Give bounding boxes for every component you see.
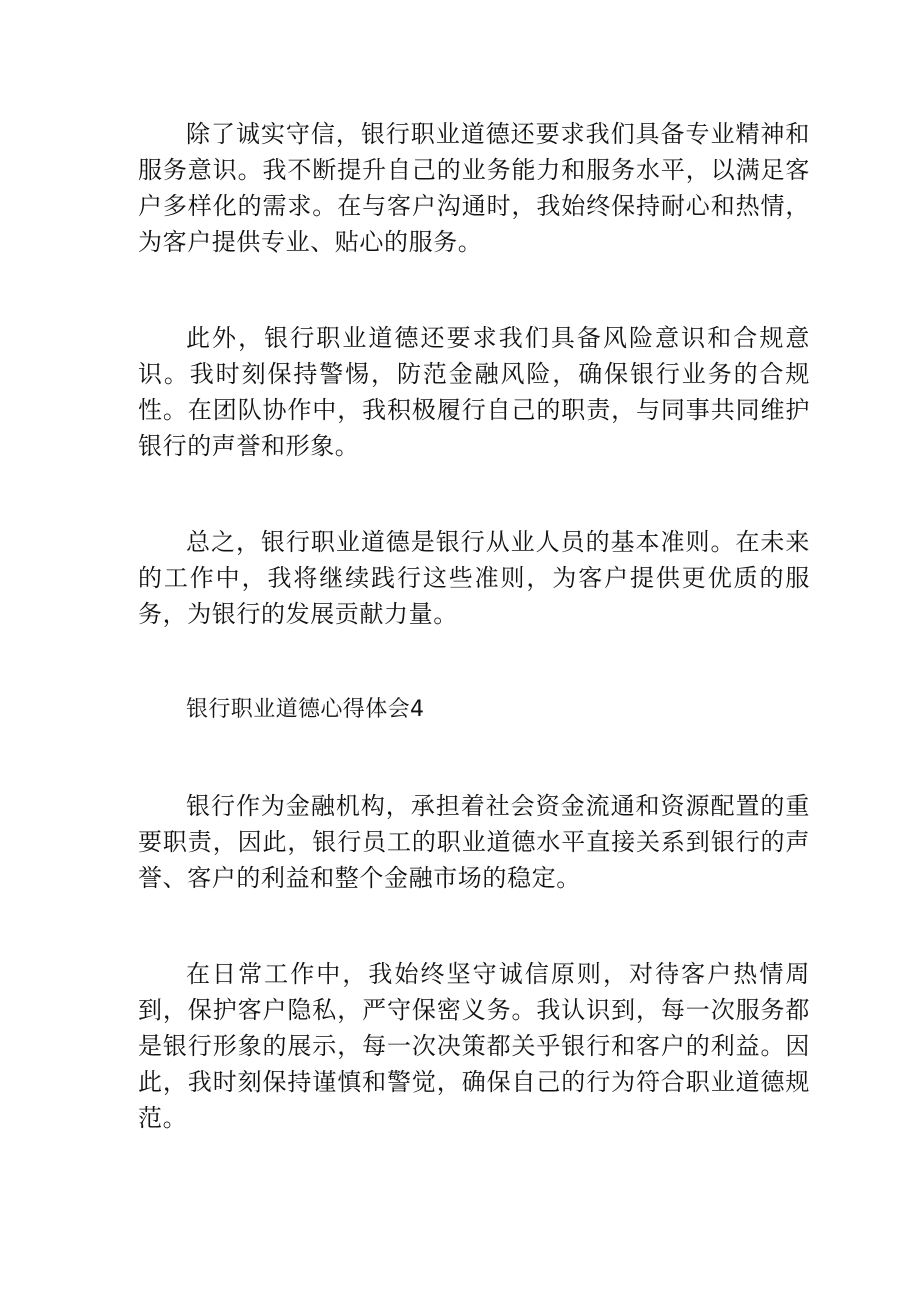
section-heading: 银行职业道德心得体会4 [186, 697, 425, 722]
paragraph-daily-work: 在日常工作中，我始终坚守诚信原则，对待客户热情周到，保护客户隐私，严守保密义务。我认识到，每一次服务都是银行形象的展示，每一次决策都关乎银行和客户的利益。因此，我时刻保持谨慎和警觉，确保自己的行为符合职业道德规范。 [138, 960, 810, 1132]
paragraph-bank-role: 银行作为金融机构，承担着社会资金流通和资源配置的重要职责，因此，银行员工的职业道德水平直接关系到银行的声誉、客户的利益和整个金融市场的稳定。 [138, 792, 810, 892]
document-body [138, 116, 810, 1196]
paragraph-risk-compliance: 此外，银行职业道德还要求我们具备风险意识和合规意识。我时刻保持警惕，防范金融风险，确保银行业务的合规性。在团队协作中，我积极履行自己的职责，与同事共同维护银行的声誉和形象。 [138, 324, 810, 460]
paragraph-professionalism: 除了诚实守信，银行职业道德还要求我们具备专业精神和服务意识。我不断提升自己的业务能力和服务水平，以满足客户多样化的需求。在与客户沟通时，我始终保持耐心和热情，为客户提供专业、贴心的服务。 [138, 120, 810, 256]
paragraph-conclusion: 总之，银行职业道德是银行从业人员的基本准则。在未来的工作中，我将继续践行这些准则，为客户提供更优质的服务，为银行的发展贡献力量。 [138, 528, 810, 628]
